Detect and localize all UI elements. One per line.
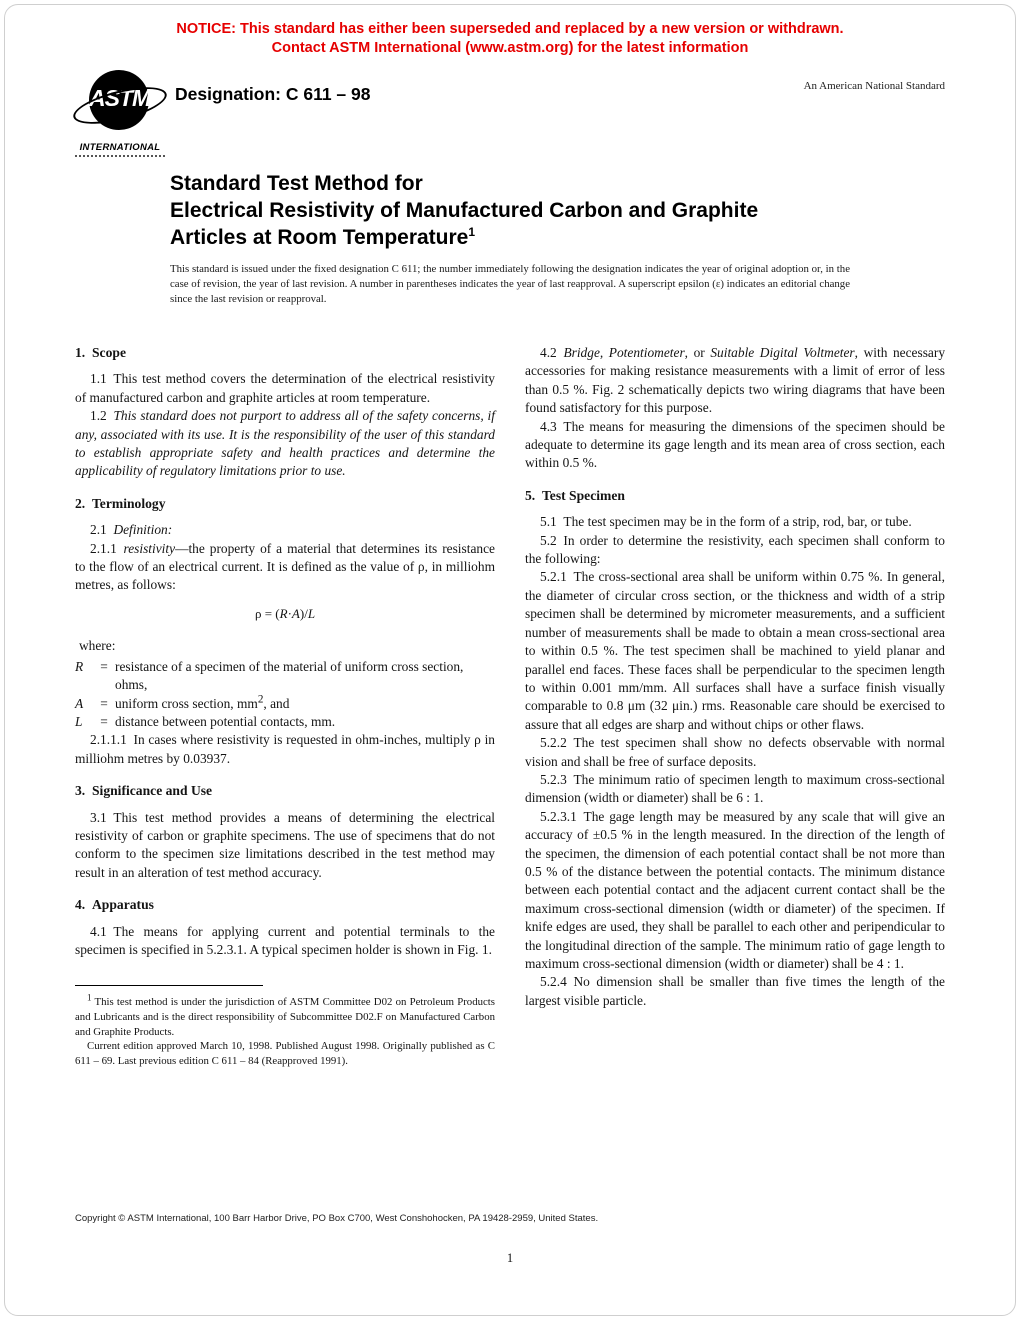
paragraph-2-1-1-text: —the property of a material that determines its resistance to the flow of an electrical current. It is defined as the value of ρ, in milliohm metres, as follows: bbox=[75, 540, 495, 593]
paragraph-5-2-3-1: 5.2.3.1 The gage length may be measured by any scale that will give an accuracy of ±0.5 % in the length measured. In the direction of the length of the specimen, the dimension of each potential contact shall be not more than 0.5 % of the distance between the potential contacts. The minimum distance between each potential contact and the adjacent current contact shall be the maximum cross-sectional dimension (width or diameter) of the specimen. If knife edges are used, they shall be parallel to each other and peripendicular to the longitudinal direction of the sample. The minimum ratio of gage length to maximum cross-sectional dimension (width or diameter) shall be 4 : 1. bbox=[525, 808, 945, 971]
where-term-A: A bbox=[75, 695, 84, 711]
footnote-1 bbox=[75, 992, 495, 1039]
title-line-2: Electrical Resistivity of Manufactured Carbon and Graphite bbox=[170, 199, 759, 222]
where-def-A bbox=[115, 695, 495, 713]
section-scope-heading: 1. Scope bbox=[75, 345, 126, 360]
logo-acronym: ASTM bbox=[89, 85, 151, 111]
paragraph-2-1-1 bbox=[75, 540, 495, 595]
title-line-1: Standard Test Method for bbox=[170, 172, 423, 195]
resistivity-term: resistivity bbox=[123, 540, 176, 556]
notice-line-1: NOTICE: This standard has either been superseded and replaced by a new version or withdrawn. bbox=[176, 21, 844, 37]
designation-text: Designation: C 611 – 98 bbox=[175, 84, 371, 104]
where-def-A-post: , and bbox=[263, 695, 290, 711]
paragraph-2-1-number: 2.1 bbox=[90, 522, 114, 538]
footnote-edition: Current edition approved March 10, 1998. Published August 1998. Originally published as C 611 – 69. Last previous edition C 611 – 84 (Reapproved 1991). bbox=[75, 1040, 495, 1067]
right-column bbox=[525, 344, 945, 1068]
paragraph-4-3: 4.3 The means for measuring the dimensions of the specimen should be adequate to determine its gage length and its mean area of cross section, each within 0.5 %. bbox=[525, 418, 945, 471]
document-header bbox=[75, 66, 945, 153]
footnote-divider bbox=[75, 985, 263, 986]
where-eq-R: = bbox=[100, 658, 108, 674]
paragraph-5-1: 5.1 The test specimen may be in the form of a strip, rod, bar, or tube. bbox=[540, 514, 912, 530]
formula-divide: )/ bbox=[299, 605, 308, 621]
astm-globe-icon bbox=[75, 70, 165, 140]
title-line-3-text: Articles at Room Temperature bbox=[170, 226, 469, 249]
where-eq-L: = bbox=[100, 713, 108, 729]
where-row-L bbox=[75, 713, 495, 731]
where-term-L: L bbox=[75, 713, 83, 729]
preamble-text: This standard is issued under the fixed designation C 611; the number immediately following the designation indicates the year of original adoption or, in the case of revision, the year of last revision. A number in parentheses indicates the year of last reapproval. A superscript epsilon (ε) indicates an editorial change since the last revision or reapproval. bbox=[170, 263, 850, 306]
copyright-text: Copyright © ASTM International, 100 Barr Harbor Drive, PO Box C700, West Conshohocken, PA 19428-2959, United States. bbox=[75, 1213, 599, 1224]
where-def-R: resistance of a specimen of the material of uniform cross section, ohms, bbox=[115, 658, 464, 693]
formula-rho: ρ = ( bbox=[254, 605, 280, 621]
paragraph-4-2-number: 4.2 bbox=[540, 345, 564, 360]
formula-R: R bbox=[279, 605, 288, 621]
paragraph-4-2-italic-2: Suitable Digital Voltmeter bbox=[710, 345, 855, 360]
paragraph-3-1: 3.1 This test method provides a means of determining the electrical resistivity of carbon or graphite specimens. The use of specimens that do not conform to the specimen size limitations described in the test method may result in an alteration of test method accuracy. bbox=[75, 809, 495, 880]
paragraph-1-2-number: 1.2 bbox=[90, 408, 114, 424]
document-title bbox=[170, 170, 945, 251]
formula-L: L bbox=[307, 605, 316, 621]
paragraph-2-1-1-number: 2.1.1 bbox=[90, 540, 124, 556]
footnote-1-text: This test method is under the jurisdiction of ASTM Committee D02 on Petroleum Products and Lubricants and is the direct responsibility of Subcommittee D02.F on Manufactured Carbon and Graphite Products. bbox=[75, 996, 495, 1038]
paragraph-4-1: 4.1 The means for applying current and potential terminals to the specimen is specified in 5.2.3.1. A typical specimen holder is shown in Fig. 1. bbox=[75, 923, 495, 957]
paragraph-4-2 bbox=[525, 344, 945, 418]
logo-international-label: INTERNATIONAL bbox=[75, 142, 165, 157]
section-significance-heading: 3. Significance and Use bbox=[75, 783, 213, 799]
paragraph-5-2-3: 5.2.3 The minimum ratio of specimen length to maximum cross-sectional dimension (width or diameter) shall be 6 : 1. bbox=[525, 771, 945, 806]
paragraph-1-1: 1.1 This test method covers the determination of the electrical resistivity of manufactured carbon and graphite articles at room temperature. bbox=[75, 371, 495, 405]
notice-line-2: Contact ASTM International (www.astm.org) for the latest information bbox=[271, 40, 749, 56]
paragraph-2-1-text: Definition: bbox=[113, 522, 173, 538]
national-standard-label: An American National Standard bbox=[803, 80, 945, 92]
left-column bbox=[75, 344, 495, 1068]
paragraph-4-2-mid: , or bbox=[684, 345, 711, 360]
where-eq-A: = bbox=[100, 695, 108, 711]
resistivity-formula bbox=[75, 605, 495, 623]
where-def-A-pre: uniform cross section, mm bbox=[115, 695, 258, 711]
paragraph-5-2-4: 5.2.4 No dimension shall be smaller than five times the length of the largest visible particle. bbox=[525, 974, 945, 1008]
section-test-specimen-heading: 5. Test Specimen bbox=[525, 487, 625, 503]
section-terminology-heading: 2. Terminology bbox=[75, 495, 166, 511]
notice-banner bbox=[0, 20, 1020, 58]
formula-A: A bbox=[291, 605, 300, 621]
where-row-R bbox=[75, 658, 495, 695]
section-apparatus-heading: 4. Apparatus bbox=[75, 897, 154, 913]
where-row-A bbox=[75, 695, 495, 713]
title-superscript: 1 bbox=[468, 225, 476, 239]
paragraph-4-2-italic-1: Bridge, Potentiometer bbox=[563, 345, 685, 360]
formula-dot: · bbox=[287, 605, 292, 621]
title-line-3 bbox=[170, 224, 945, 251]
footnote-1-superscript: 1 bbox=[87, 992, 92, 1003]
where-def-A-sup: 2 bbox=[257, 693, 264, 706]
paragraph-1-2 bbox=[75, 407, 495, 481]
where-label: where: bbox=[79, 638, 116, 654]
footnote-block bbox=[75, 985, 495, 1068]
paragraph-5-2-2: 5.2.2 The test specimen shall show no defects observable with normal vision and shall be free of surface deposits. bbox=[525, 735, 945, 769]
paragraph-2-1-1-1: 2.1.1.1 In cases where resistivity is requested in ohm-inches, multiply ρ in milliohm metres by 0.03937. bbox=[75, 732, 495, 766]
paragraph-5-2-1: 5.2.1 The cross-sectional area shall be uniform within 0.75 %. In general, the diameter of circular cross section, or the thickness and width of a strip specimen shall be determined by micrometer measurements, and a sufficient number of measurements shall be made to obtain a mean cross-sectional area to within 0.5 %. The test specimen shall be machined to yield planar and parallel end faces. These faces shall be perpendicular to the specimen length to within 0.001 mm/mm. All surfaces shall have a surface finish visually comparable to 0.8 μm (32 μin.) rms. Reasonable care should be exercised to assure that all edges are sharp and without chips or other flaws. bbox=[525, 569, 945, 732]
paragraph-1-2-text: This standard does not purport to address all of the safety concerns, if any, associated with its use. It is the responsibility of the user of this standard to establish appropriate safety and health practices and determine the applicability of regulatory limitations prior to use. bbox=[75, 408, 495, 479]
astm-logo bbox=[75, 70, 170, 157]
paragraph-5-2: 5.2 In order to determine the resistivity, each specimen shall conform to the following: bbox=[525, 532, 945, 567]
where-def-L: distance between potential contacts, mm. bbox=[115, 713, 336, 729]
paragraph-2-1 bbox=[75, 521, 495, 539]
where-term-R: R bbox=[75, 658, 84, 674]
body-columns bbox=[75, 344, 945, 1068]
paragraph-4-2-text: , with necessary accessories for making resistance measurements with a limit of error of less than 0.5 %. Fig. 2 schematically depicts two wiring diagrams that have been found satisfactory for this purpose. bbox=[525, 345, 946, 416]
page-number: 1 bbox=[506, 1251, 514, 1265]
